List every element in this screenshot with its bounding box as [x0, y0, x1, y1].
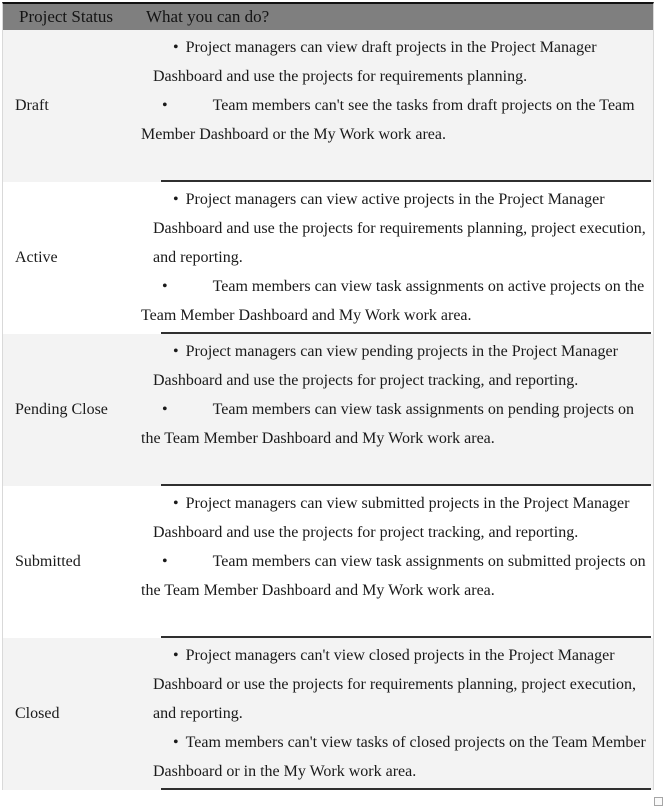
- bullet-item: [153, 337, 647, 395]
- bullet-text: Project managers can view submitted projects in the Project Manager Dashboard and use the projects for project tracking, and reporting.: [153, 495, 630, 541]
- table-row: [3, 182, 653, 334]
- bullet-item: [141, 272, 647, 330]
- bullet-item: [141, 395, 647, 453]
- status-cell: Draft: [15, 97, 49, 114]
- bullet-text: Team members can't view tasks of closed projects on the Team Member Dashboard or in the My Work work area.: [153, 734, 646, 780]
- description-cell: [141, 638, 653, 790]
- bullet-icon: •: [162, 97, 168, 114]
- project-status-table: [2, 2, 654, 790]
- bullet-text: Team members can't see the tasks from draft projects on the Team Member Dashboard or the My Work work area.: [141, 97, 635, 143]
- table-row: [3, 638, 653, 790]
- bullet-text: Team members can view task assignments on pending projects on the Team Member Dashboard and My Work work area.: [141, 401, 635, 447]
- status-cell: Closed: [15, 705, 60, 722]
- column-header-what-you-can-do: What you can do?: [146, 7, 270, 26]
- bullet-icon: •: [162, 553, 168, 570]
- status-cell: Pending Close: [15, 401, 108, 418]
- bullet-text: Project managers can view active projects in the Project Manager Dashboard and use the projects for requirements planning, project execution, and reporting.: [153, 191, 646, 266]
- bullet-icon: •: [173, 39, 179, 56]
- bullet-item: [153, 728, 647, 786]
- bullet-text: Team members can view task assignments on active projects on the Team Member Dashboard and My Work work area.: [141, 278, 645, 324]
- bullet-icon: •: [173, 191, 179, 208]
- bullet-icon: •: [173, 734, 179, 751]
- table-header-row: [3, 4, 653, 30]
- bullet-item: [153, 185, 647, 272]
- bullet-text: Project managers can view draft projects in the Project Manager Dashboard and use the projects for requirements planning.: [153, 39, 597, 85]
- description-cell: [141, 30, 653, 182]
- bullet-icon: •: [162, 401, 168, 418]
- table-row: [3, 334, 653, 486]
- description-cell: [141, 182, 653, 334]
- bullet-icon: •: [173, 343, 179, 360]
- status-cell: Active: [15, 249, 58, 266]
- bullet-icon: •: [173, 647, 179, 664]
- bullet-text: Team members can view task assignments on submitted projects on the Team Member Dashboard and My Work work area.: [141, 553, 646, 599]
- bullet-item: [153, 33, 647, 91]
- bullet-icon: •: [173, 495, 179, 512]
- description-cell: [141, 334, 653, 486]
- bullet-icon: •: [162, 278, 168, 295]
- bullet-item: [141, 91, 647, 149]
- bullet-item: [153, 641, 647, 728]
- description-cell: [141, 486, 653, 638]
- bullet-text: Project managers can view pending projects in the Project Manager Dashboard and use the projects for project tracking, and reporting.: [153, 343, 618, 389]
- table-row: [3, 30, 653, 182]
- table-row: [3, 486, 653, 638]
- column-header-project-status: Project Status: [19, 7, 113, 26]
- table-resize-handle[interactable]: [654, 797, 663, 806]
- bullet-text: Project managers can't view closed projects in the Project Manager Dashboard or use the projects for requirements planning, project execution, and reporting.: [153, 647, 636, 722]
- status-cell: Submitted: [15, 553, 81, 570]
- bullet-item: [141, 547, 647, 605]
- bullet-item: [153, 489, 647, 547]
